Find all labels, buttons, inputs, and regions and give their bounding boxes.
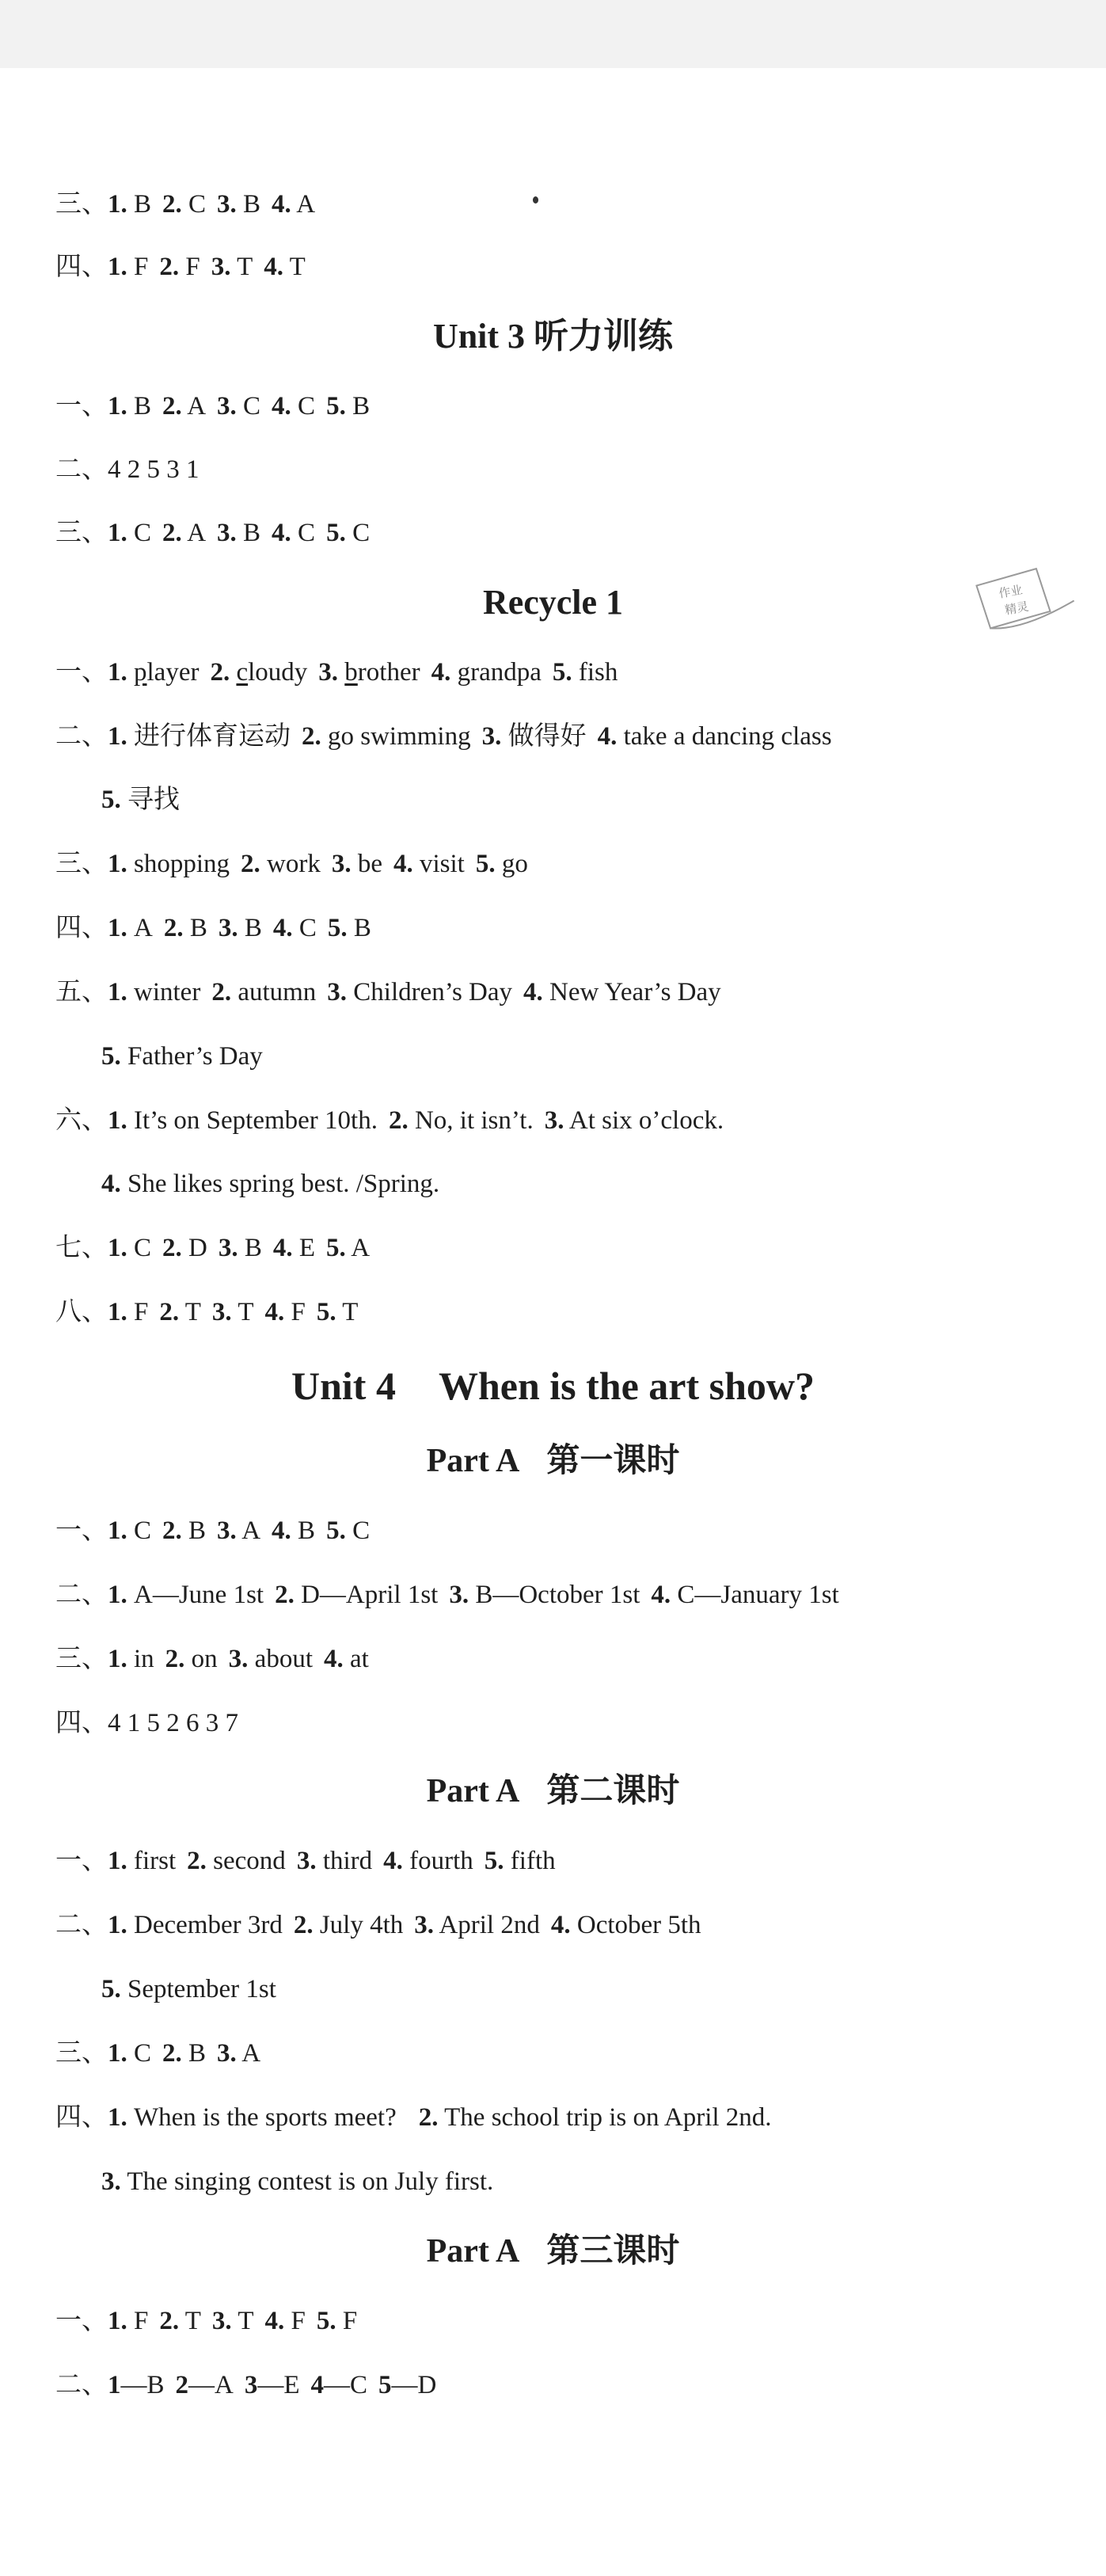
- section-heading: Unit 3 听力训练: [432, 317, 674, 356]
- answer-line: 5. September 1st: [101, 1975, 276, 2003]
- answer-line: 5. 寻找: [101, 786, 180, 814]
- answer-line: 五、1. winter 2. autumn 3. Children’s Day 4. New Year’s Day: [55, 978, 721, 1006]
- answer-line: 二、1. 进行体育运动 2. go swimming 3. 做得好 4. take a dancing class: [55, 722, 832, 751]
- answer-line: 四、4 1 5 2 6 3 7: [55, 1709, 238, 1737]
- section-heading: Recycle 1: [482, 583, 624, 622]
- answer-line: 三、1. shopping 2. work 3. be 4. visit 5. go: [55, 850, 528, 878]
- answer-line: 5. Father’s Day: [101, 1042, 263, 1071]
- answer-line: 二、1—B 2—A 3—E 4—C 5—D: [55, 2371, 437, 2399]
- answer-line: 三、1. C 2. B 3. A: [55, 2039, 261, 2068]
- answer-line: 4. She likes spring best. /Spring.: [101, 1170, 440, 1198]
- section-heading: Part A 第三课时: [426, 2233, 680, 2270]
- section-heading: Part A 第一课时: [426, 1443, 680, 1479]
- answer-line: 四、1. When is the sports meet? 2. The school trip is on April 2nd.: [55, 2103, 772, 2132]
- answer-line: 一、1. first 2. second 3. third 4. fourth 5. fifth: [55, 1847, 556, 1875]
- answer-line: 一、1. C 2. B 3. A 4. B 5. C: [55, 1516, 371, 1545]
- answer-line: 四、1. F 2. F 3. T 4. T: [55, 253, 306, 281]
- answer-line: 一、1. F 2. T 3. T 4. F 5. F: [55, 2307, 358, 2335]
- answer-line: 八、1. F 2. T 3. T 4. F 5. T: [55, 1298, 359, 1326]
- answer-line: 3. The singing contest is on July first.: [101, 2167, 494, 2196]
- answer-line: 三、1. in 2. on 3. about 4. at: [55, 1645, 369, 1673]
- unit-title: Unit 4 When is the art show?: [291, 1364, 815, 1408]
- answer-line: 二、1. December 3rd 2. July 4th 3. April 2nd 4. October 5th: [55, 1911, 701, 1939]
- svg-text:精灵: 精灵: [1003, 599, 1030, 618]
- answer-line: 一、1. B 2. A 3. C 4. C 5. B: [55, 392, 371, 420]
- answer-line: 二、4 2 5 3 1: [55, 455, 200, 484]
- section-heading: Part A 第二课时: [426, 1773, 680, 1809]
- answer-line: 六、1. It’s on September 10th. 2. No, it isn’t. 3. At six o’clock.: [55, 1106, 724, 1135]
- homework-stamp-logo: [962, 554, 1081, 641]
- svg-text:作业: 作业: [998, 582, 1024, 601]
- answer-line: 一、1. player 2. cloudy 3. brother 4. grandpa 5. fish: [55, 658, 618, 687]
- answer-line: 七、1. C 2. D 3. B 4. E 5. A: [55, 1234, 371, 1262]
- answer-line: 三、1. C 2. A 3. B 4. C 5. C: [55, 519, 371, 547]
- answer-line: 四、1. A 2. B 3. B 4. C 5. B: [55, 914, 371, 942]
- page-top-band: [0, 0, 1106, 68]
- answer-line: 二、1. A—June 1st 2. D—April 1st 3. B—October 1st 4. C—January 1st: [55, 1581, 839, 1609]
- speck: [533, 196, 538, 204]
- answer-line: 三、1. B 2. C 3. B 4. A: [55, 190, 316, 219]
